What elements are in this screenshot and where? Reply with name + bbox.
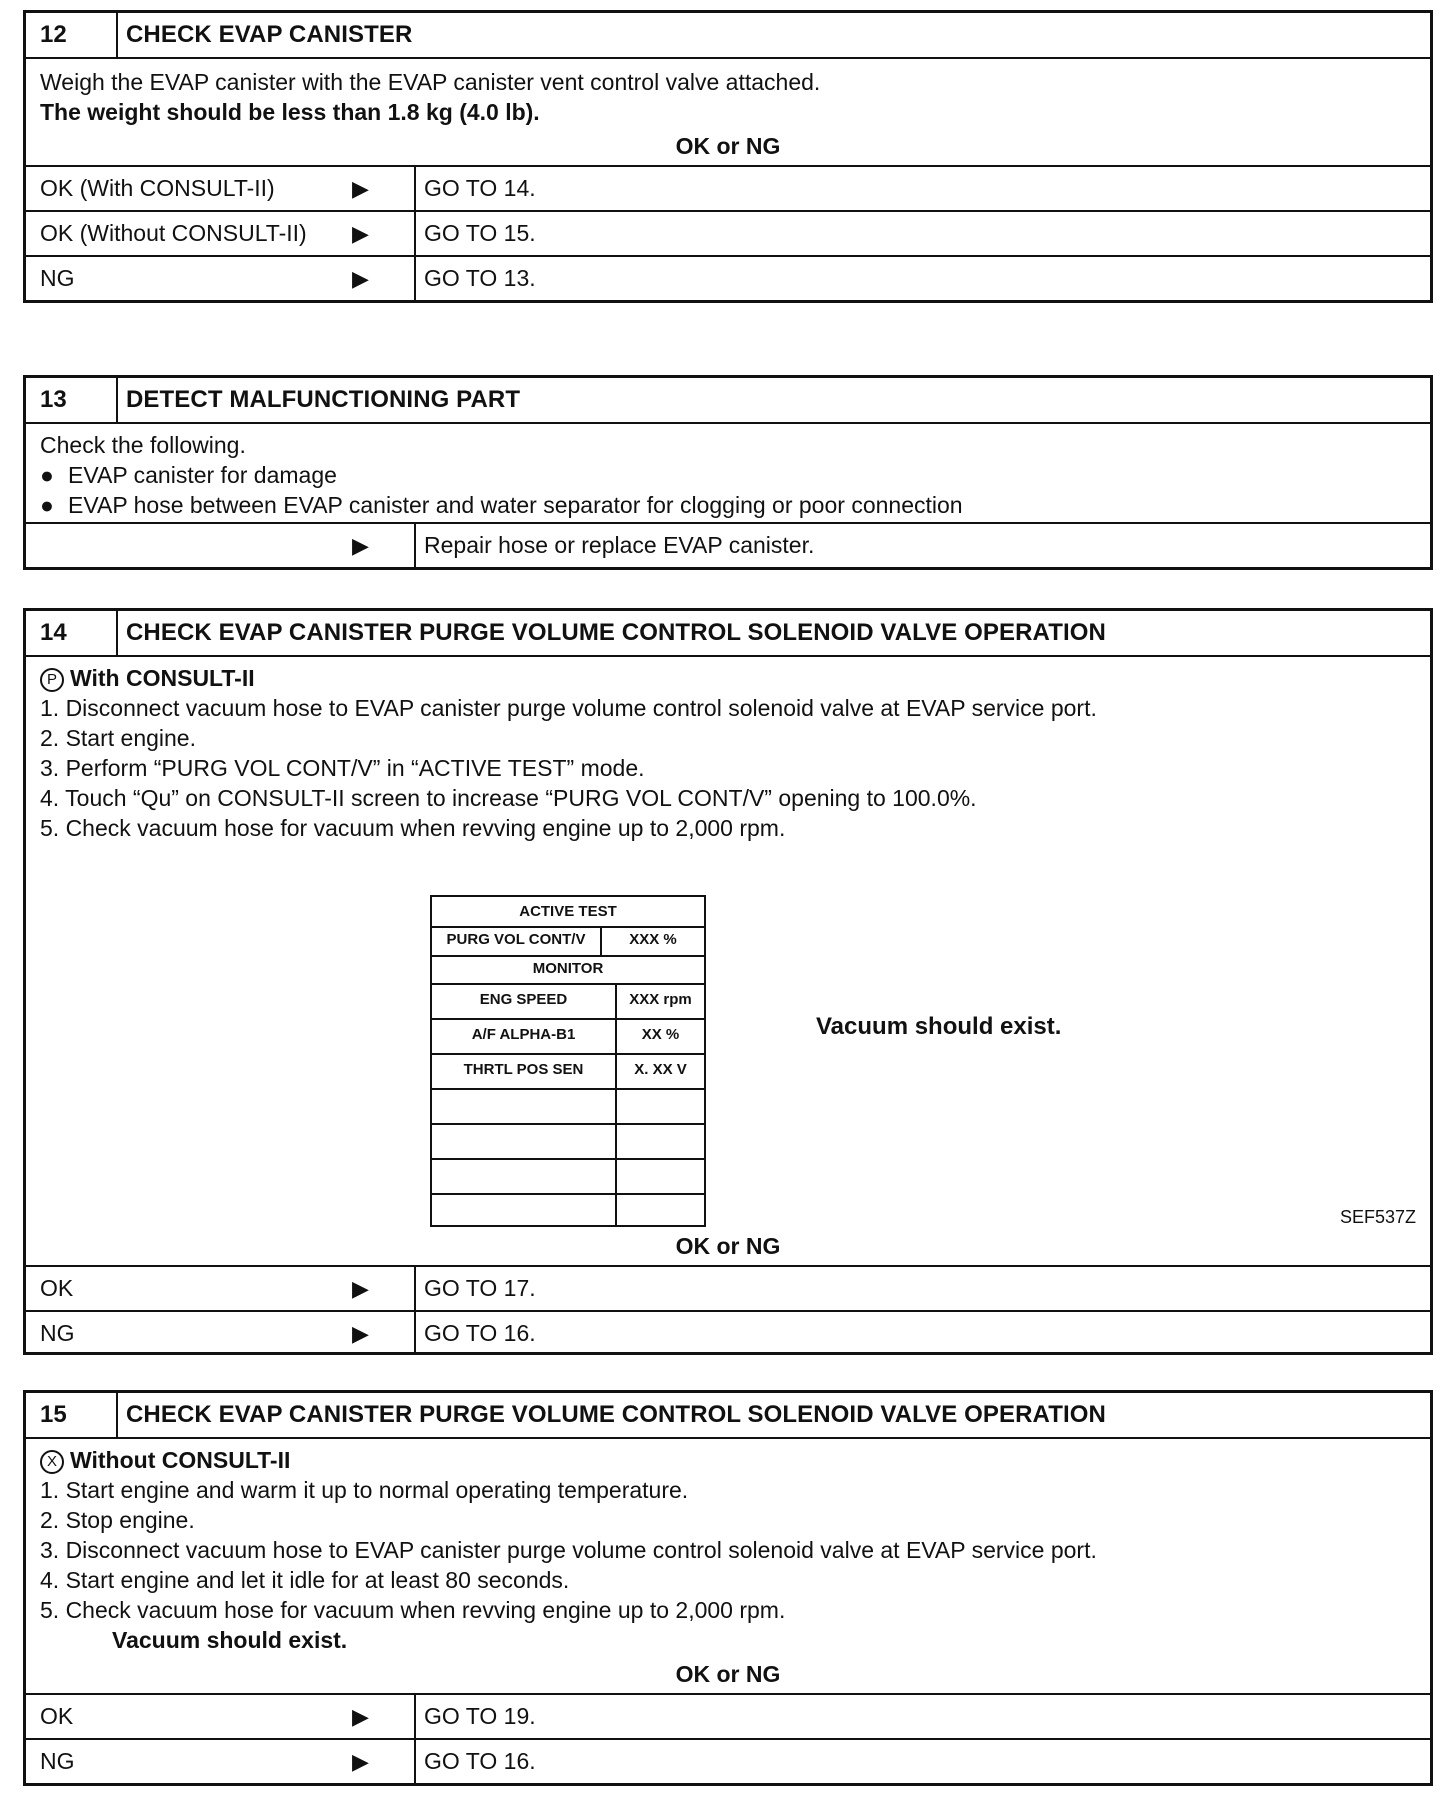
screen-monitor-label: MONITOR [432, 955, 704, 985]
goto-action: GO TO 16. [424, 1748, 536, 1774]
step-title: CHECK EVAP CANISTER PURGE VOLUME CONTROL SOLENOID VALVE OPERATION [126, 619, 1106, 646]
monitor-item-value: X. XX V [634, 1061, 687, 1078]
monitor-row [432, 983, 704, 1020]
step-title: CHECK EVAP CANISTER [126, 21, 413, 48]
arrow-icon: ▶ [352, 176, 369, 201]
procedure-step: 4. Touch “Qu” on CONSULT-II screen to increase “PURG VOL CONT/V” opening to 100.0%. [40, 785, 977, 811]
result-row [26, 1738, 1430, 1783]
condition-label: NG [40, 1320, 75, 1346]
test-item-name: PURG VOL CONT/V [432, 926, 602, 955]
result-row [26, 524, 1430, 567]
step-14-block [23, 608, 1433, 1355]
ok-or-ng-label: OK or NG [675, 1233, 781, 1259]
arrow-icon: ▶ [352, 533, 369, 558]
step-number: 12 [26, 13, 118, 57]
arrow-icon: ▶ [352, 1321, 369, 1346]
spec-text: The weight should be less than 1.8 kg (4.0 lb). [40, 99, 540, 125]
bullet-item: ● EVAP hose between EVAP canister and water separator for clogging or poor connection [40, 492, 963, 518]
monitor-item-name: A/F ALPHA-B1 [432, 1018, 617, 1053]
ok-or-ng-label: OK or NG [675, 133, 781, 159]
monitor-row-empty [432, 1088, 704, 1125]
mode-heading: P With CONSULT-II [40, 663, 1416, 693]
procedure-step: 5. Check vacuum hose for vacuum when revving engine up to 2,000 rpm. [40, 1597, 786, 1623]
procedure-step: 3. Perform “PURG VOL CONT/V” in “ACTIVE TEST” mode. [40, 755, 645, 781]
monitor-row [432, 1018, 704, 1055]
goto-action: GO TO 16. [424, 1320, 536, 1346]
procedure-step: 2. Start engine. [40, 725, 196, 751]
screen-header: ACTIVE TEST [432, 897, 704, 928]
condition-label: OK (Without CONSULT-II) [40, 220, 307, 246]
result-row [26, 210, 1430, 255]
procedure-step: 3. Disconnect vacuum hose to EVAP canister purge volume control solenoid valve at EVAP service port. [40, 1537, 1097, 1563]
step-13-block [23, 375, 1433, 570]
result-text: Vacuum should exist. [816, 1013, 1062, 1040]
result-text: Vacuum should exist. [112, 1627, 348, 1653]
step-header [26, 1393, 1430, 1439]
procedure-step: 4. Start engine and let it idle for at least 80 seconds. [40, 1567, 570, 1593]
no-consult-icon: X [40, 1450, 64, 1474]
bullet-item: ● EVAP canister for damage [40, 462, 337, 488]
step-number: 13 [26, 378, 118, 422]
condition-label: OK [40, 1703, 74, 1729]
condition-label: OK (With CONSULT-II) [40, 175, 275, 201]
procedure-step: 1. Disconnect vacuum hose to EVAP canister purge volume control solenoid valve at EVAP service port. [40, 695, 1097, 721]
procedure-step: 5. Check vacuum hose for vacuum when revving engine up to 2,000 rpm. [40, 815, 786, 841]
figure-id: SEF537Z [1339, 1207, 1416, 1227]
monitor-row-empty [432, 1193, 704, 1225]
arrow-icon: ▶ [352, 1276, 369, 1301]
screen-test-row [432, 926, 704, 957]
monitor-item-value: XXX rpm [629, 991, 692, 1008]
step-header [26, 13, 1430, 59]
ok-or-ng-label: OK or NG [675, 1661, 781, 1687]
step-12-block [23, 10, 1433, 303]
step-15-block [23, 1390, 1433, 1786]
procedure-step: 2. Stop engine. [40, 1507, 195, 1533]
instruction-text: Weigh the EVAP canister with the EVAP canister vent control valve attached. [40, 69, 821, 95]
step-header [26, 611, 1430, 657]
monitor-item-name: ENG SPEED [432, 983, 617, 1018]
consult-icon: P [40, 668, 64, 692]
result-row [26, 167, 1430, 210]
arrow-icon: ▶ [352, 1704, 369, 1729]
mode-heading: X Without CONSULT-II [40, 1445, 1416, 1475]
condition-label: OK [40, 1275, 74, 1301]
procedure-step: 1. Start engine and warm it up to normal operating temperature. [40, 1477, 689, 1503]
monitor-row-empty [432, 1158, 704, 1195]
monitor-row [432, 1053, 704, 1090]
result-rows [26, 165, 1430, 300]
arrow-icon: ▶ [352, 266, 369, 291]
goto-action: GO TO 17. [424, 1275, 536, 1301]
arrow-icon: ▶ [352, 221, 369, 246]
result-row [26, 1310, 1430, 1355]
goto-action: GO TO 19. [424, 1703, 536, 1729]
procedure-steps [40, 1475, 1416, 1625]
step-header [26, 378, 1430, 424]
step-number: 15 [26, 1393, 118, 1437]
goto-action: GO TO 13. [424, 265, 536, 291]
goto-action: GO TO 15. [424, 220, 536, 246]
monitor-row-empty [432, 1123, 704, 1160]
consult-screen-figure [430, 895, 706, 1227]
step-number: 14 [26, 611, 118, 655]
action-text: Repair hose or replace EVAP canister. [424, 532, 815, 558]
instruction-text: Check the following. [40, 432, 246, 458]
condition-label: NG [40, 1748, 75, 1774]
arrow-icon: ▶ [352, 1749, 369, 1774]
result-row [26, 1267, 1430, 1310]
result-row [26, 1695, 1430, 1738]
result-row [26, 255, 1430, 300]
test-item-value: XXX % [629, 931, 677, 948]
step-title: CHECK EVAP CANISTER PURGE VOLUME CONTROL SOLENOID VALVE OPERATION [126, 1401, 1106, 1428]
step-title: DETECT MALFUNCTIONING PART [126, 386, 521, 413]
monitor-item-value: XX % [641, 1026, 680, 1043]
procedure-steps [40, 693, 1416, 843]
condition-label: NG [40, 265, 75, 291]
monitor-item-name: THRTL POS SEN [432, 1053, 617, 1088]
goto-action: GO TO 14. [424, 175, 536, 201]
